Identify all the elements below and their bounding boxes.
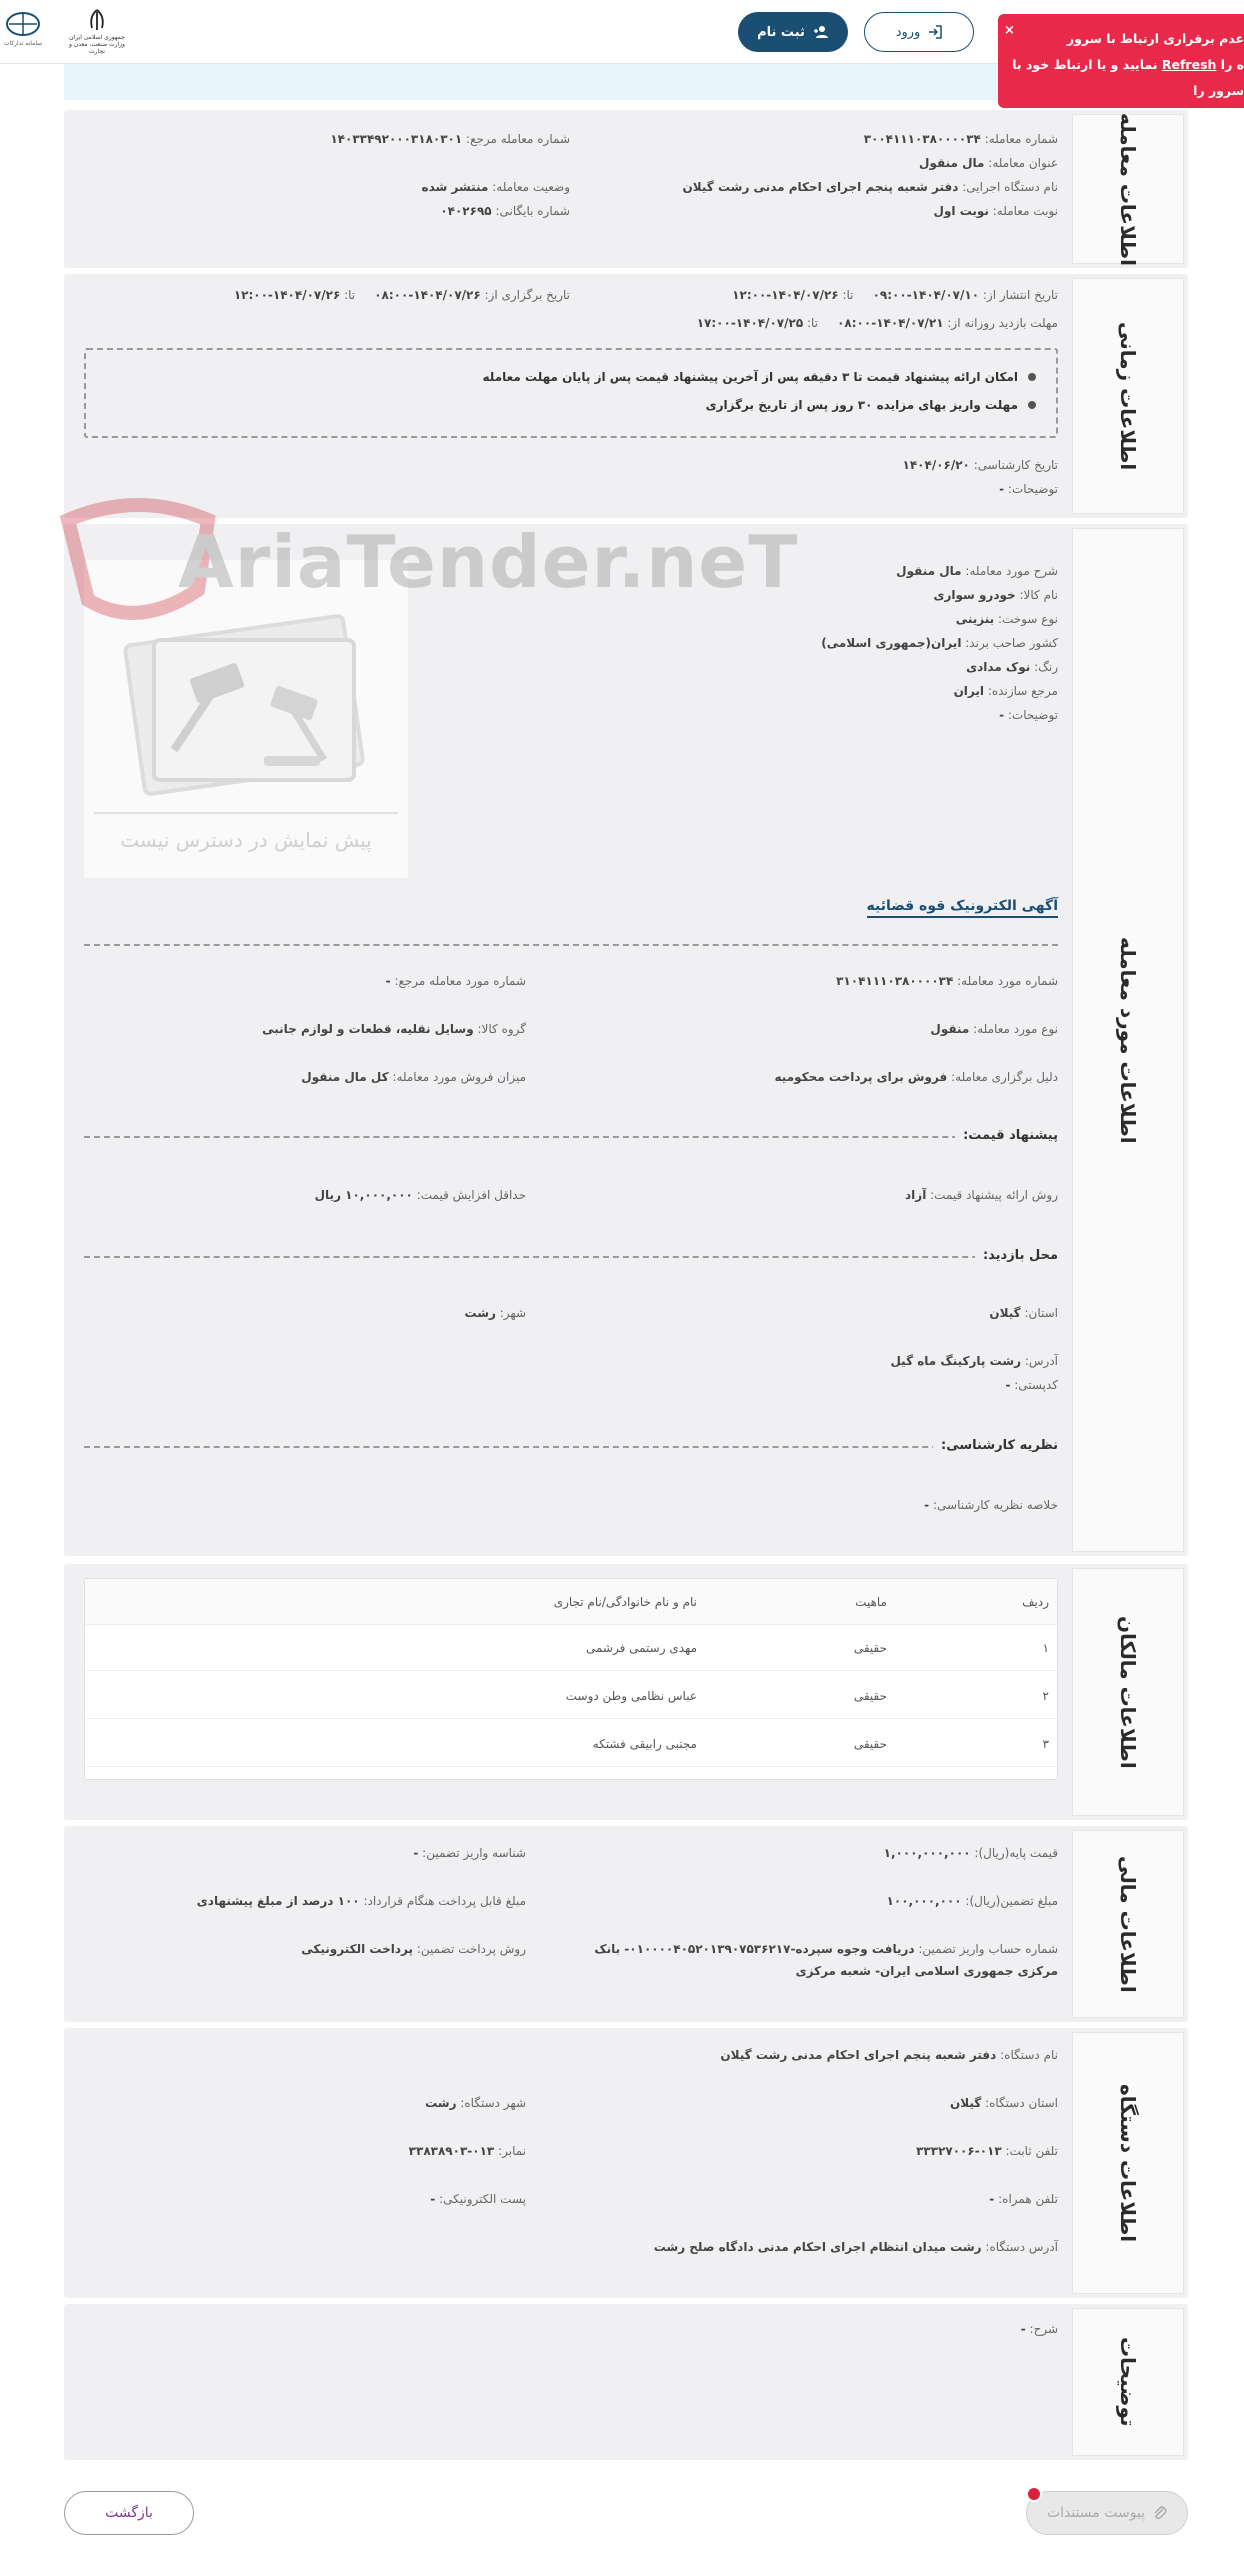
org-section xyxy=(64,2028,1188,2298)
notice-bullet-2: مهلت واریز بهای مزایده ۳۰ روز پس از تاریخ برگزاری xyxy=(706,398,1036,412)
org-name: نام دستگاه: دفتر شعبه پنجم اجرای احکام مدنی رشت گیلان xyxy=(720,2048,1058,2062)
fuel-type: نوع سوخت: بنزینی xyxy=(955,612,1058,626)
close-icon[interactable]: × xyxy=(1004,23,1015,38)
ariatender-watermark xyxy=(48,500,799,630)
deal-round: نوبت معامله: نوبت اول xyxy=(933,204,1058,218)
login-label: ورود xyxy=(895,24,921,40)
goods-name: نام کالا: خودرو سواری xyxy=(933,588,1058,602)
attachments-button[interactable] xyxy=(1026,2491,1188,2535)
org-title: اطلاعات دستگاه xyxy=(1116,2083,1140,2243)
divider xyxy=(84,1446,1058,1448)
alert-line1: عدم برقراری ارتباط با سرور xyxy=(1066,31,1244,46)
time-info-tab xyxy=(1072,278,1184,514)
guarantee-account-cont: مرکزی جمهوری اسلامی ایران- شعبه مرکزی xyxy=(795,1964,1058,1978)
ministry-logo[interactable] xyxy=(62,8,132,58)
table-header-row xyxy=(85,1579,1057,1625)
deal-org: نام دستگاه اجرایی: دفتر شعبه پنجم اجرای احکام مدنی رشت گیلان xyxy=(682,180,1058,194)
expert-date: تاریخ کارشناسی: ۱۴۰۴/۰۶/۲۰ xyxy=(902,458,1058,472)
system-logo-text: سامانه تدارکات xyxy=(3,40,43,47)
visit-place-title: محل بازدید: xyxy=(975,1248,1058,1263)
guarantee-pay-method: روش پرداخت تضمین: پرداخت الکترونیکی xyxy=(301,1942,526,1956)
deal-info-tab xyxy=(1072,114,1184,264)
visit-address: آدرس: رشت پارکینگ ماه گیل xyxy=(890,1354,1058,1368)
owners-title: اطلاعات مالکان xyxy=(1116,1615,1140,1769)
org-phone: تلفن ثابت: ۰۱۳-۳۳۳۲۷۰۰۶ xyxy=(916,2144,1058,2158)
guarantee-amount: مبلغ تضمین(ریال): ۱۰۰,۰۰۰,۰۰۰ xyxy=(886,1894,1058,1908)
server-error-alert xyxy=(998,14,1244,124)
visit-postal-code: کدپستی: - xyxy=(1005,1378,1058,1392)
auction-gavel-icon xyxy=(114,610,384,800)
hold-reason: دلیل برگزاری معامله: فروش برای پرداخت محکومیه xyxy=(774,1070,1058,1084)
hold-date: تاریخ برگزاری از: ۱۴۰۴/۰۷/۲۶-۰۸:۰۰ تا: ۱۴۰۴/۰۷/۲۶-۱۲:۰۰ xyxy=(233,288,570,302)
org-fax: نمابر: ۰۱۳-۳۳۸۳۸۹۰۳ xyxy=(408,2144,526,2158)
expert-summary: خلاصه نظریه کارشناسی: - xyxy=(924,1498,1058,1512)
owners-table xyxy=(84,1578,1058,1780)
notes-title: توضیحات xyxy=(1116,2337,1140,2427)
item-description: شرح مورد معامله: مال منقول xyxy=(896,564,1058,578)
base-price: قیمت پایه(ریال): ۱,۰۰۰,۰۰۰,۰۰۰ xyxy=(883,1846,1058,1860)
col-name: نام و نام خانوادگی/نام تجاری xyxy=(553,1595,697,1609)
emblem-icon xyxy=(86,8,108,32)
paperclip-icon xyxy=(1153,2505,1167,2521)
visit-province: استان: گیلان xyxy=(989,1306,1058,1320)
register-label: ثبت نام xyxy=(757,24,805,40)
publish-date: تاریخ انتشار از: ۱۴۰۴/۰۷/۱۰-۰۹:۰۰ تا: ۱۴۰۴/۰۷/۲۶-۱۲:۰۰ xyxy=(732,288,1058,302)
watermark-text: AriaTender.neT xyxy=(178,520,799,604)
deal-number: شماره معامله: ۳۰۰۴۱۱۱۰۳۸۰۰۰۰۳۴ xyxy=(863,132,1058,146)
deal-ref-number: شماره معامله مرجع: ۱۴۰۳۳۴۹۲۰۰۰۳۱۸۰۳۰۱ xyxy=(330,132,570,146)
deal-archive: شماره بایگانی: ۰۴۰۲۶۹۵ xyxy=(440,204,570,218)
item-type: نوع مورد معامله: منقول xyxy=(930,1022,1058,1036)
attachments-badge xyxy=(1026,2486,1042,2502)
table-row: ۲ حقیقی عباس نظامی وطن دوست xyxy=(85,1673,1057,1719)
manufacturer: مرجع سازنده: ایران xyxy=(953,684,1058,698)
finance-title: اطلاعات مالی xyxy=(1116,1855,1140,1993)
expert-opinion-title: نظریه کارشناسی: xyxy=(933,1438,1058,1453)
notes-section xyxy=(64,2304,1188,2460)
item-notes: توضیحات: - xyxy=(999,708,1058,722)
contract-payable: مبلغ قابل پرداخت هنگام قرارداد: ۱۰۰ درصد از مبلغ پیشنهادی xyxy=(196,1894,526,1908)
item-info-title: اطلاعات مورد معامله xyxy=(1116,936,1140,1144)
brand-country: کشور صاحب برند: ایران(جمهوری اسلامی) xyxy=(821,636,1058,650)
org-tab xyxy=(1072,2032,1184,2294)
deal-status: وضعیت معامله: منتشر شده xyxy=(421,180,570,194)
org-mobile: تلفن همراه: - xyxy=(989,2192,1058,2206)
time-description: توضیحات: - xyxy=(999,482,1058,496)
back-button[interactable]: بازگشت xyxy=(64,2491,194,2535)
visit-city: شهر: رشت xyxy=(464,1306,526,1320)
deal-info-title: اطلاعات معامله xyxy=(1116,112,1140,266)
divider xyxy=(84,1136,1058,1138)
table-row: ۳ حقیقی مجتبی رابیقی فشتکه xyxy=(85,1721,1057,1767)
item-ref-number: شماره مورد معامله مرجع: - xyxy=(385,974,526,988)
attachments-label: پیوست مستندات xyxy=(1046,2505,1146,2521)
price-offer-title: پیشنهاد قیمت: xyxy=(955,1128,1058,1143)
owners-tab xyxy=(1072,1568,1184,1816)
deal-subject: عنوان معامله: مال منقول xyxy=(919,156,1058,170)
no-preview-text: پیش نمایش در دسترس نیست xyxy=(120,828,372,852)
color: رنگ: نوک مدادی xyxy=(966,660,1058,674)
judiciary-ad-link[interactable]: آگهی الکترونیک قوه قضائیه xyxy=(867,898,1059,918)
finance-tab xyxy=(1072,1830,1184,2018)
notice-box xyxy=(84,348,1058,438)
notes-description: شرح: - xyxy=(1020,2322,1058,2336)
register-button[interactable] xyxy=(738,12,848,52)
offer-method: روش ارائه پیشنهاد قیمت: آزاد xyxy=(905,1188,1058,1202)
table-row: ۱ حقیقی مهدی رستمی فرشمی xyxy=(85,1625,1057,1671)
ministry-logo-line1: جمهوری اسلامی ایران xyxy=(69,34,125,41)
time-info-title: اطلاعات زمانی xyxy=(1116,321,1140,471)
org-city: شهر دستگاه: رشت xyxy=(425,2096,526,2110)
col-type: ماهیت xyxy=(855,1595,887,1609)
visit-deadline: مهلت بازدید روزانه از: ۱۴۰۴/۰۷/۲۱-۰۸:۰۰ تا: ۱۴۰۴/۰۷/۲۵-۱۷:۰۰ xyxy=(696,316,1058,330)
min-increase: حداقل افزایش قیمت: ۱۰,۰۰۰,۰۰۰ ریال xyxy=(314,1188,526,1202)
col-row: ردیف xyxy=(1022,1595,1049,1609)
ministry-logo-line2: وزارت صنعت، معدن و تجارت xyxy=(69,41,125,55)
notes-tab xyxy=(1072,2308,1184,2456)
alert-line3: کنید. xyxy=(1214,109,1244,124)
globe-logo-icon xyxy=(3,10,43,38)
item-number: شماره مورد معامله: ۳۱۰۴۱۱۱۰۳۸۰۰۰۰۳۴ xyxy=(836,974,1058,988)
sign-in-icon xyxy=(928,25,942,39)
user-plus-icon xyxy=(813,25,829,39)
goods-group: گروه کالا: وسایل نقلیه، قطعات و لوازم جانبی xyxy=(262,1022,526,1036)
system-logo[interactable] xyxy=(0,10,46,54)
login-button[interactable] xyxy=(864,12,974,52)
guarantee-account: شماره حساب واریز تضمین: دریافت وجوه سپرده-۰۱۰۰۰۰۴۰۵۲۰۱۳۹۰۷۵۳۶۲۱۷- بانک xyxy=(594,1942,1058,1956)
notice-bullet-1: امکان ارائه پیشنهاد قیمت تا ۳ دقیقه پس از آخرین پیشنهاد قیمت پس از پایان مهلت معامله xyxy=(483,370,1036,384)
alert-line2: ه را Refresh نمایید و یا ارتباط خود با سرور را xyxy=(1012,57,1244,98)
org-email: پست الکترونیکی: - xyxy=(430,2192,526,2206)
org-address: آدرس دستگاه: رشت میدان انتظام اجرای احکام مدنی دادگاه صلح رشت xyxy=(653,2240,1058,2254)
org-province: استان دستگاه: گیلان xyxy=(950,2096,1058,2110)
divider xyxy=(84,1256,1058,1258)
deposit-id: شناسه واریز تضمین: - xyxy=(413,1846,526,1860)
sale-amount: میزان فروش مورد معامله: کل مال منقول xyxy=(301,1070,526,1084)
divider xyxy=(84,944,1058,946)
refresh-link[interactable]: Refresh xyxy=(1161,57,1217,72)
item-info-tab xyxy=(1072,528,1184,1552)
